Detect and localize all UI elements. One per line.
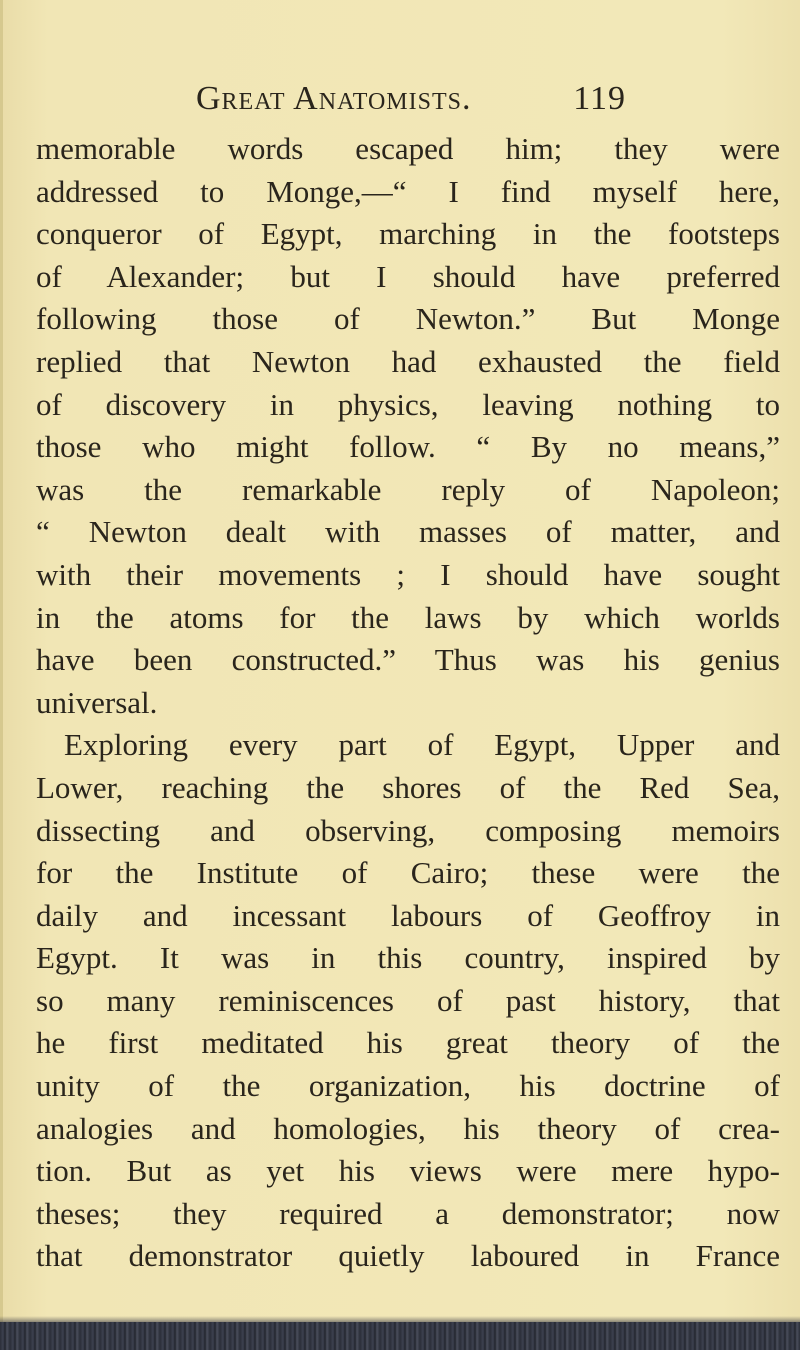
- text-line: unity of the organization, his doctrine of: [36, 1068, 780, 1104]
- text-line: have been constructed.” Thus was his genius: [36, 642, 780, 678]
- text-line: “ Newton dealt with masses of matter, and: [36, 514, 780, 550]
- text-line: in the atoms for the laws by which worlds: [36, 599, 780, 635]
- text-line: of Alexander; but I should have preferred: [36, 258, 780, 294]
- text-line: addressed to Monge,—“ I find myself here,: [36, 173, 780, 209]
- text-line: theses; they required a demonstrator; now: [36, 1195, 780, 1231]
- text-line: those who might follow. “ By no means,”: [36, 429, 780, 465]
- paragraph-end-line: universal.: [36, 684, 158, 720]
- text-line: conqueror of Egypt, marching in the footsteps: [36, 216, 780, 252]
- text-line: analogies and homologies, his theory of crea-: [36, 1110, 780, 1146]
- text-line: with their movements ; I should have sought: [36, 556, 780, 592]
- text-line: tion. But as yet his views were mere hypo-: [36, 1153, 780, 1189]
- text-line: for the Institute of Cairo; these were the: [36, 855, 780, 891]
- scan-bottom-border: [0, 1322, 800, 1350]
- text-line: of discovery in physics, leaving nothing to: [36, 386, 780, 422]
- text-line: he first meditated his great theory of the: [36, 1025, 780, 1061]
- text-line: was the remarkable reply of Napoleon;: [36, 471, 780, 507]
- text-line: replied that Newton had exhausted the field: [36, 343, 780, 379]
- running-header: [196, 80, 626, 120]
- text-line: Egypt. It was in this country, inspired by: [36, 940, 780, 976]
- running-title: Great Anatomists.: [196, 80, 472, 117]
- text-line: dissecting and observing, composing memoirs: [36, 812, 780, 848]
- body-text: [36, 128, 780, 1278]
- text-line: that demonstrator quietly laboured in France: [36, 1238, 780, 1274]
- page-edge-shadow: [0, 0, 3, 1350]
- text-line: memorable words escaped him; they were: [36, 131, 780, 166]
- text-line: following those of Newton.” But Monge: [36, 301, 780, 337]
- text-line: so many reminiscences of past history, that: [36, 982, 780, 1018]
- text-line: daily and incessant labours of Geoffroy in: [36, 897, 780, 933]
- page-number: 119: [573, 80, 626, 117]
- text-line: Lower, reaching the shores of the Red Sea,: [36, 769, 780, 805]
- paragraph-start-line: Exploring every part of Egypt, Upper and: [64, 727, 780, 763]
